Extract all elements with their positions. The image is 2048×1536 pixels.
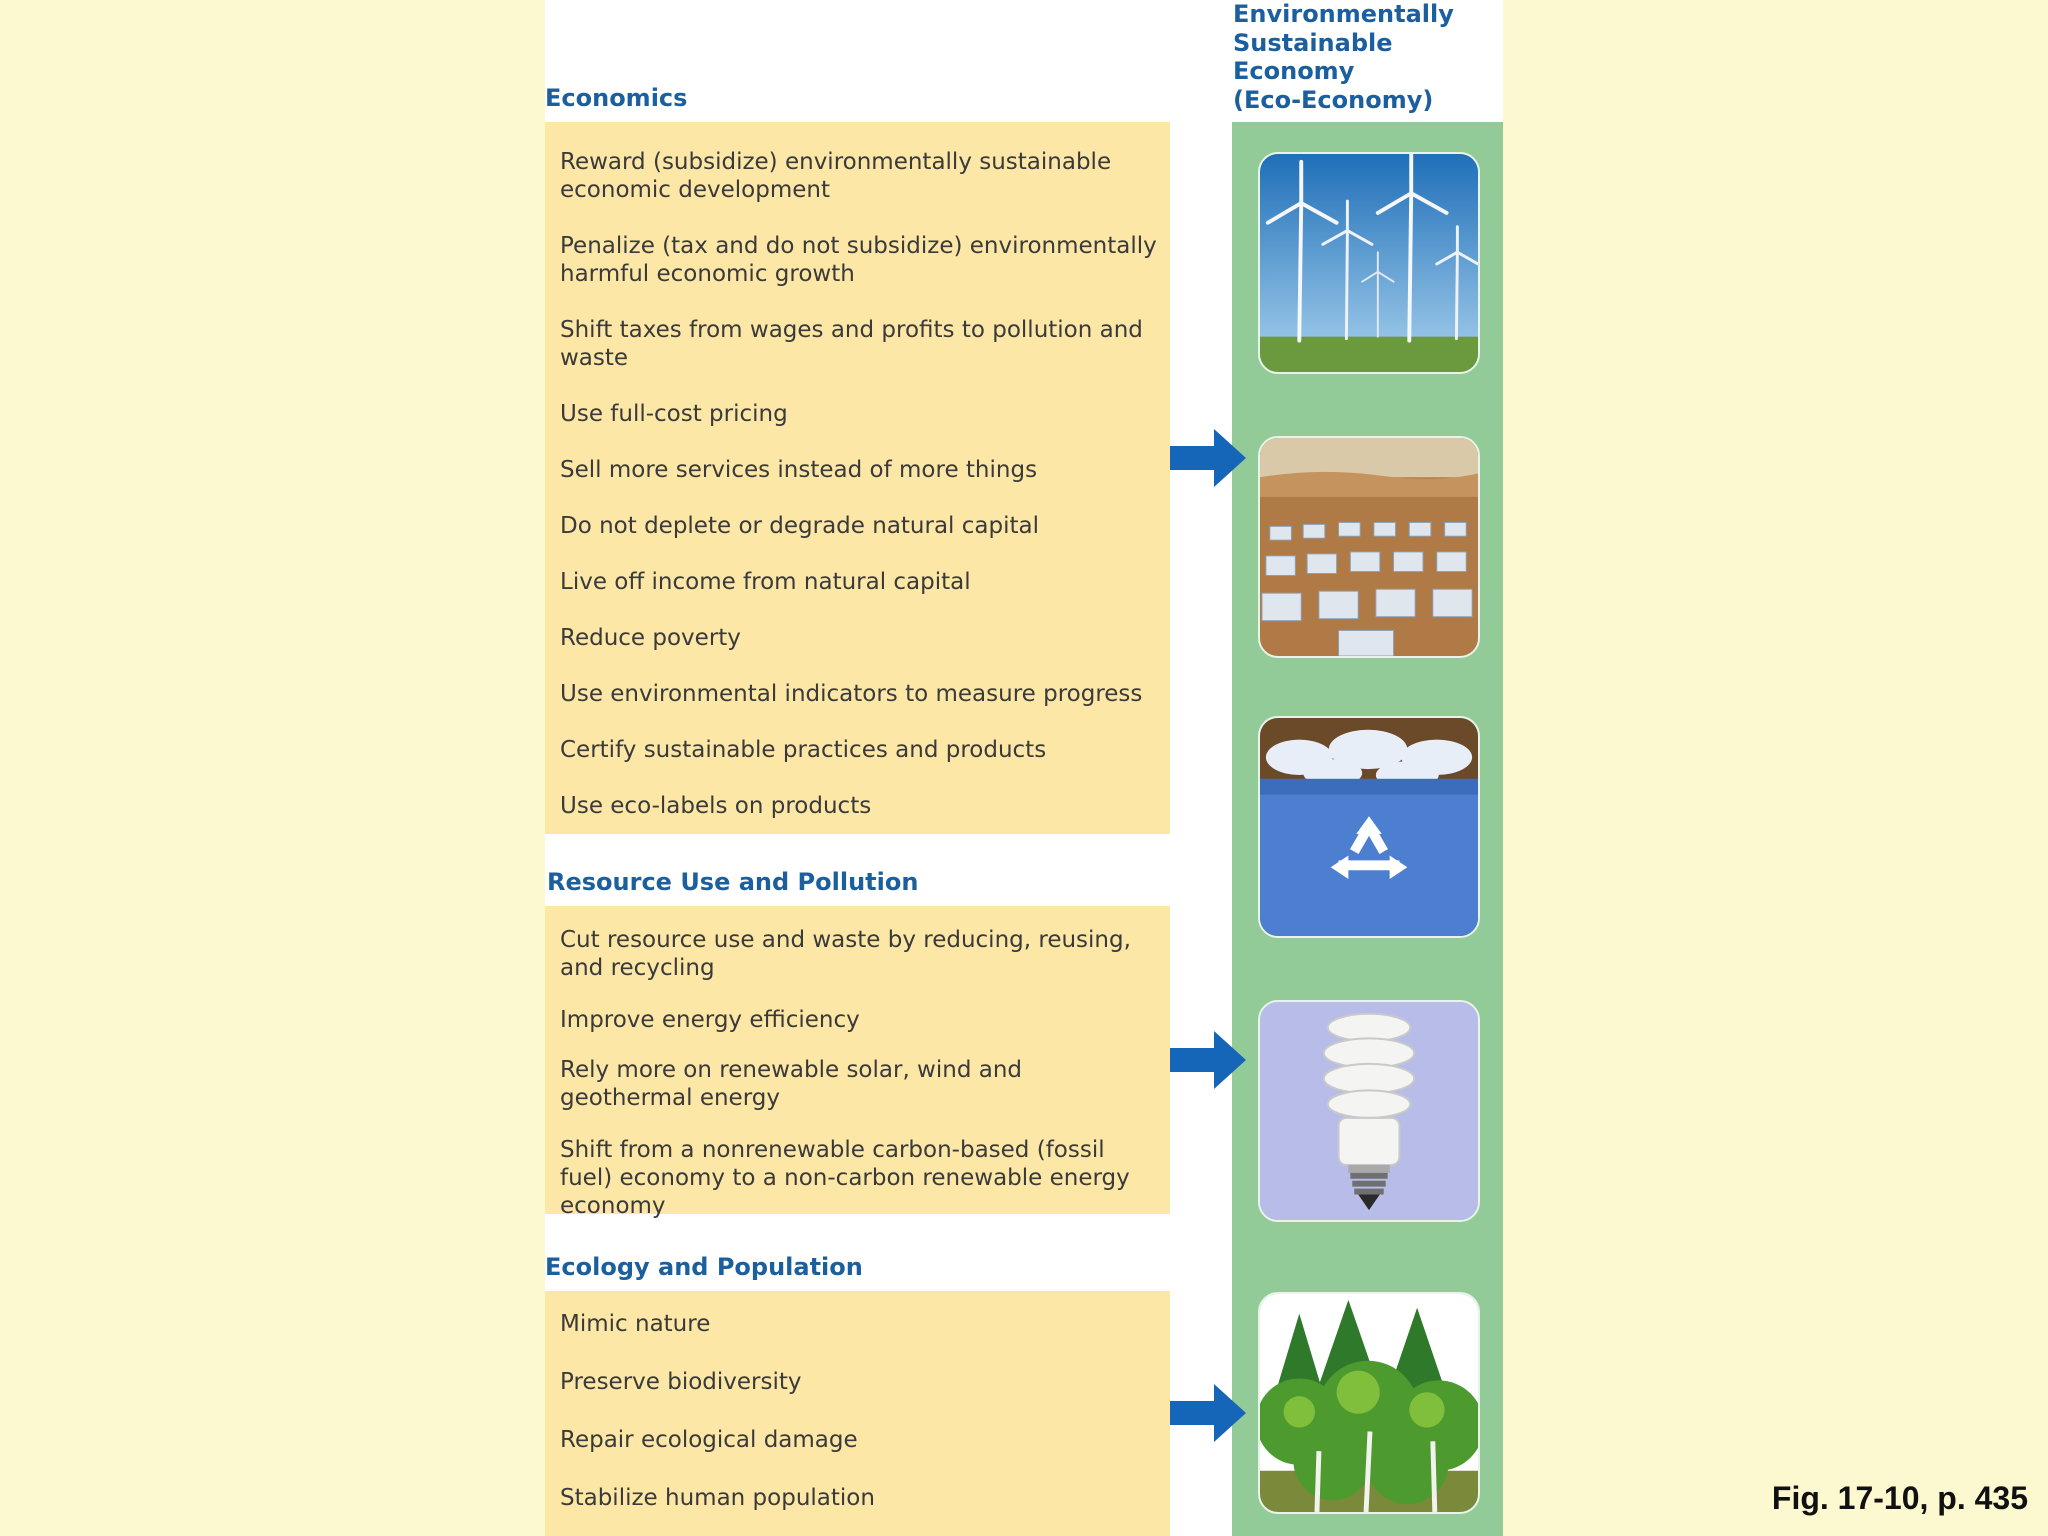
economics-item: Penalize (tax and do not subsidize) environmentally harmful economic growth: [560, 233, 1157, 287]
ecology-item: Mimic nature: [560, 1311, 711, 1337]
solar-panels-image: [1258, 436, 1480, 658]
economics-item: Shift taxes from wages and profits to pollution and waste: [560, 317, 1143, 371]
eco-title-line: Economy: [1233, 57, 1355, 85]
ecology-item: Stabilize human population: [560, 1485, 875, 1511]
recycling-bin-image: [1258, 716, 1480, 938]
economics-item: Use eco-labels on products: [560, 793, 872, 819]
right-arrow-icon: [1170, 1031, 1246, 1089]
ecology-item: Preserve biodiversity: [560, 1369, 802, 1395]
wind-turbines-image: [1258, 152, 1480, 374]
economics-item: Do not deplete or degrade natural capital: [560, 513, 1039, 539]
right-arrow-icon: [1170, 1384, 1246, 1442]
economics-heading: Economics: [545, 84, 688, 112]
eco-title-line: Environmentally: [1233, 0, 1454, 28]
eco-title-line: Sustainable: [1233, 28, 1393, 57]
resource-item: Improve energy efficiency: [560, 1007, 860, 1033]
cfl-bulb-image: [1258, 1000, 1480, 1222]
economics-item: Live off income from natural capital: [560, 569, 971, 595]
economics-item: Reduce poverty: [560, 625, 741, 651]
right-arrow-icon: [1170, 429, 1246, 487]
eco-economy-title: [1233, 0, 1454, 114]
economics-item: Sell more services instead of more things: [560, 457, 1038, 483]
resource-item: Cut resource use and waste by reducing, reusing, and recycling: [560, 927, 1131, 981]
resource-item: Rely more on renewable solar, wind and geothermal energy: [560, 1057, 1023, 1111]
resource-heading: Resource Use and Pollution: [547, 868, 919, 896]
resource-item: Shift from a nonrenewable carbon-based (fossil fuel) economy to a non-carbon renewable energy economy: [560, 1137, 1130, 1219]
economics-item: Reward (subsidize) environmentally sustainable economic development: [560, 149, 1112, 203]
ecology-heading: Ecology and Population: [545, 1253, 863, 1281]
economics-item: Use environmental indicators to measure progress: [560, 681, 1143, 707]
eco-title-line: (Eco-Economy): [1233, 85, 1434, 114]
economics-item: Certify sustainable practices and products: [560, 737, 1047, 763]
forest-image: [1258, 1292, 1480, 1514]
ecology-item: Repair ecological damage: [560, 1427, 858, 1453]
figure-caption: Fig. 17-10, p. 435: [1771, 1480, 2028, 1516]
economics-item: Use full-cost pricing: [560, 401, 788, 427]
